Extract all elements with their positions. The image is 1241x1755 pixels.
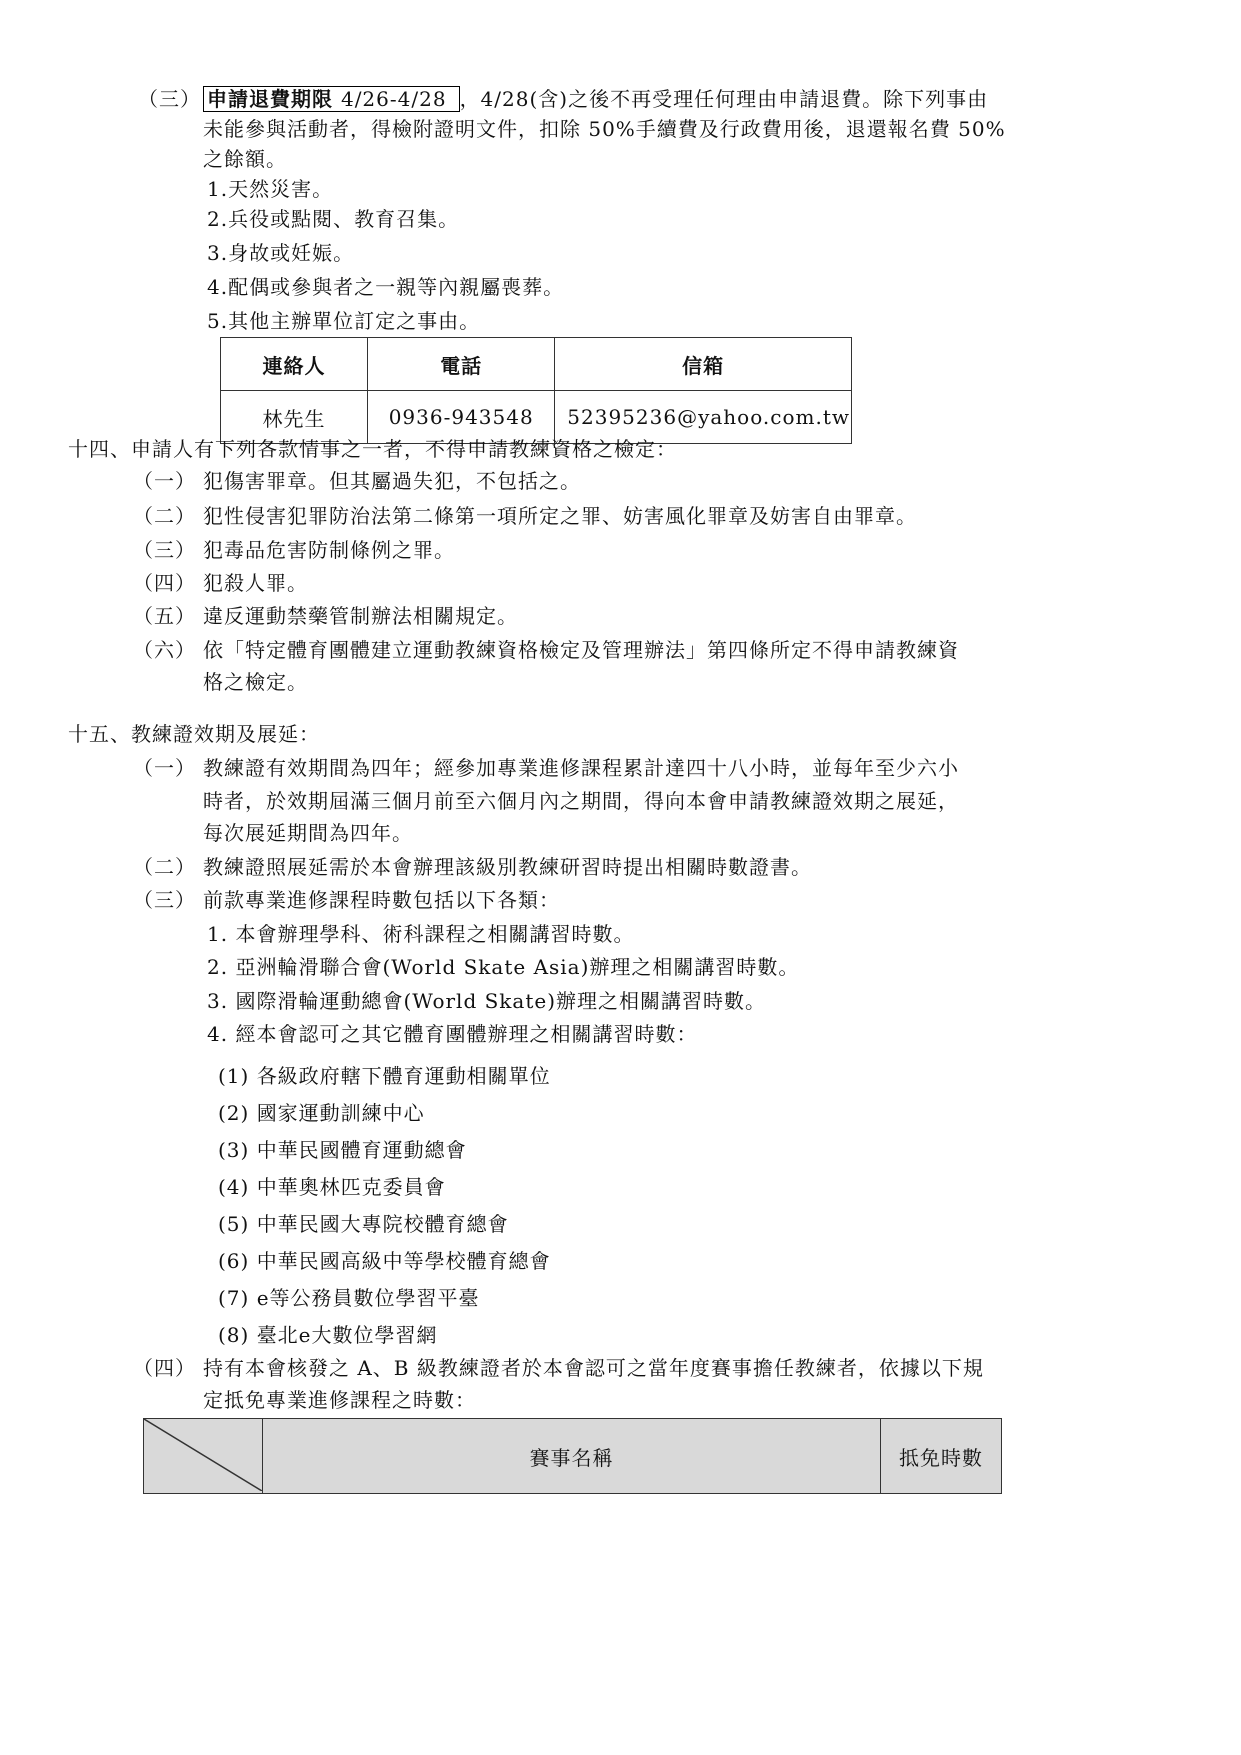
- disqualification-item: 犯毒品危害防制條例之罪。: [203, 538, 455, 562]
- item-number: （二）: [133, 855, 196, 879]
- recognized-org: (4) 中華奧林匹克委員會: [218, 1175, 446, 1199]
- disqualification-item: 犯性侵害犯罪防治法第二條第一項所定之罪、妨害風化罪章及妨害自由罪章。: [203, 504, 917, 528]
- contact-table: [220, 337, 852, 444]
- phone-header: 電話: [368, 338, 555, 391]
- disqualification-item: 犯傷害罪章。但其屬過失犯，不包括之。: [203, 469, 581, 493]
- recognized-org: (5) 中華民國大專院校體育總會: [218, 1212, 509, 1236]
- section-14-title: 十四、申請人有下列各款情事之一者，不得申請教練資格之檢定：: [68, 437, 677, 461]
- recognized-org: (3) 中華民國體育運動總會: [218, 1138, 467, 1162]
- course-category: 4. 經本會認可之其它體育團體辦理之相關講習時數：: [207, 1022, 698, 1046]
- refund-deadline-dates: 4/26-4/28: [340, 87, 447, 111]
- refund-reason: 4.配偶或參與者之一親等內親屬喪葬。: [207, 275, 565, 299]
- contact-phone: 0936-943548: [368, 391, 555, 444]
- item-number: （五）: [133, 604, 196, 628]
- item-number: （四）: [133, 1356, 196, 1380]
- course-hours-intro: 前款專業進修課程時數包括以下各類：: [203, 888, 560, 912]
- disqualification-item: 犯殺人罪。: [203, 571, 308, 595]
- refund-sentence-rest: ，4/28(含)之後不再受理任何理由申請退費。除下列事由: [459, 87, 989, 111]
- item-number: （三）: [133, 888, 196, 912]
- contact-header: 連絡人: [221, 338, 368, 391]
- refund-line-3: 之餘額。: [203, 147, 287, 171]
- exempt-hours-header: 抵免時數: [881, 1419, 1002, 1494]
- refund-reason: 1.天然災害。: [207, 177, 334, 201]
- recognized-org: (1) 各級政府轄下體育運動相關單位: [218, 1064, 551, 1088]
- refund-reason: 3.身故或妊娠。: [207, 241, 355, 265]
- item-number: （三）: [138, 87, 201, 111]
- disqualification-item: 違反運動禁藥管制辦法相關規定。: [203, 604, 518, 628]
- contact-name: 林先生: [221, 391, 368, 444]
- exemption-line: 定抵免專業進修課程之時數：: [203, 1388, 476, 1412]
- disqualification-item: 依「特定體育團體建立運動教練資格檢定及管理辦法」第四條所定不得申請教練資: [203, 638, 959, 662]
- event-name-header: 賽事名稱: [263, 1419, 881, 1494]
- item-number: （三）: [133, 538, 196, 562]
- item-number: （四）: [133, 571, 196, 595]
- item-number: （一）: [133, 756, 196, 780]
- disqualification-item-cont: 格之檢定。: [203, 670, 308, 694]
- refund-sentence: [203, 86, 988, 112]
- contact-email: 52395236@yahoo.com.tw: [555, 391, 852, 444]
- exemption-line: 持有本會核發之 A、B 級教練證者於本會認可之當年度賽事擔任教練者，依據以下規: [203, 1356, 984, 1380]
- refund-reason: 2.兵役或點閱、教育召集。: [207, 207, 460, 231]
- recognized-org: (2) 國家運動訓練中心: [218, 1101, 425, 1125]
- refund-deadline-box: [203, 86, 460, 112]
- recognized-org: (6) 中華民國高級中等學校體育總會: [218, 1249, 551, 1273]
- section-15-title: 十五、教練證效期及展延：: [68, 722, 320, 746]
- recognized-org: (8) 臺北e大數位學習網: [218, 1323, 438, 1347]
- validity-line: 每次展延期間為四年。: [203, 821, 413, 845]
- validity-line: 時者，於效期屆滿三個月前至六個月內之期間，得向本會申請教練證效期之展延，: [203, 789, 959, 813]
- renewal-rule: 教練證照展延需於本會辦理該級別教練研習時提出相關時數證書。: [203, 855, 812, 879]
- refund-line-2: 未能參與活動者，得檢附證明文件，扣除 50%手續費及行政費用後，退還報名費 50%: [203, 117, 1006, 141]
- refund-reason: 5.其他主辦單位訂定之事由。: [207, 309, 481, 333]
- item-number: （二）: [133, 504, 196, 528]
- refund-deadline-label: 申請退費期限: [207, 87, 333, 111]
- diagonal-header-cell: [144, 1419, 263, 1494]
- email-header: 信箱: [555, 338, 852, 391]
- course-category: 3. 國際滑輪運動總會(World Skate)辦理之相關講習時數。: [207, 989, 767, 1013]
- item-number: （六）: [133, 638, 196, 662]
- course-category: 2. 亞洲輪滑聯合會(World Skate Asia)辦理之相關講習時數。: [207, 955, 800, 979]
- course-category: 1. 本會辦理學科、術科課程之相關講習時數。: [207, 922, 635, 946]
- item-number: （一）: [133, 469, 196, 493]
- diagonal-line: [144, 1419, 262, 1491]
- exemption-table: [143, 1418, 1002, 1494]
- validity-line: 教練證有效期間為四年；經參加專業進修課程累計達四十八小時，並每年至少六小: [203, 756, 959, 780]
- recognized-org: (7) e等公務員數位學習平臺: [218, 1286, 480, 1310]
